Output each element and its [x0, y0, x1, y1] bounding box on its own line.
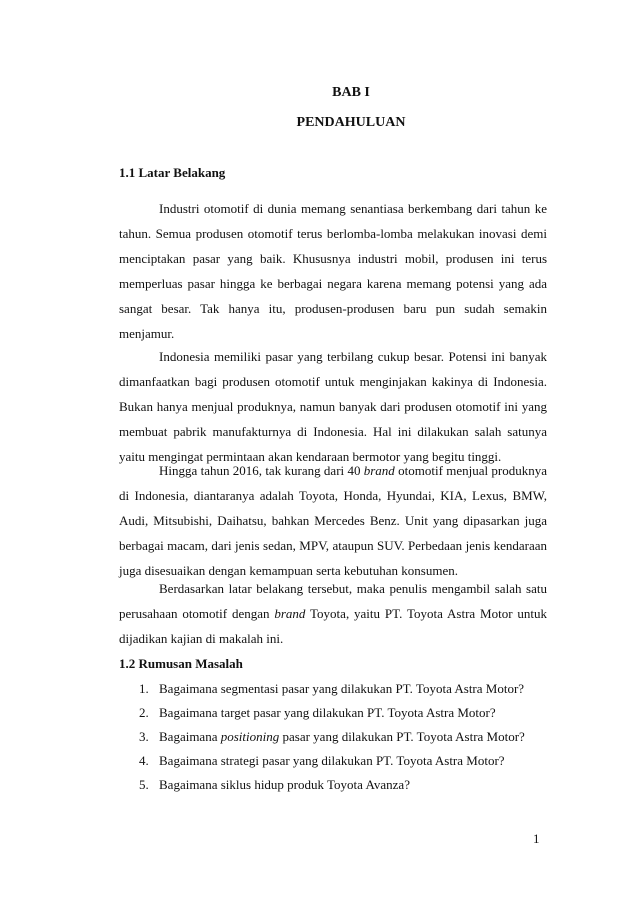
list-item-text: Bagaimana segmentasi pasar yang dilakukan PT. Toyota Astra Motor? [159, 681, 525, 696]
list-item-number: 5. [139, 777, 149, 792]
page-number: 1 [533, 831, 540, 846]
list-item [139, 773, 549, 797]
section-heading-rumusan-masalah: 1.2 Rumusan Masalah [119, 656, 243, 671]
list-item-number: 1. [139, 681, 149, 696]
section-heading-latar-belakang: 1.1 Latar Belakang [119, 165, 226, 180]
list-item [139, 677, 549, 701]
chapter-number: BAB I [332, 85, 370, 100]
list-item-number: 4. [139, 753, 149, 768]
list-item-number: 2. [139, 705, 149, 720]
paragraph: Industri otomotif di dunia memang senantiasa berkembang dari tahun ke tahun. Semua produsen otomotif terus berlomba-lomba melakukan inovasi demi menciptakan pasar yang baik. Khususnya industri mobil, produsen ini terus memperluas pasar hingga ke berbagai negara karena memang potensi yang ada sangat besar. Tak hanya itu, produsen-produsen baru pun sudah semakin menjamur. [119, 201, 547, 341]
list-item [139, 725, 549, 749]
list-item-text: Bagaimana siklus hidup produk Toyota Avanza? [159, 777, 410, 792]
list-item-number: 3. [139, 729, 149, 744]
list-item-text: Bagaimana positioning pasar yang dilakukan PT. Toyota Astra Motor? [159, 729, 525, 744]
paragraph: Indonesia memiliki pasar yang terbilang cukup besar. Potensi ini banyak dimanfaatkan bagi produsen otomotif untuk menginjakan kakinya di Indonesia. Bukan hanya menjual produknya, namun banyak dari produsen otomotif ini yang membuat pabrik manufakturnya di Indonesia. Hal ini dilakukan salah satunya yaitu mengingat permintaan akan kendaraan bermotor yang begitu tinggi. [119, 349, 547, 464]
chapter-title: PENDAHULUAN [296, 115, 406, 130]
list-item [139, 749, 549, 773]
paragraph: Berdasarkan latar belakang tersebut, maka penulis mengambil salah satu perusahaan otomotif dengan brand Toyota, yaitu PT. Toyota Astra Motor untuk dijadikan kajian di makalah ini. [119, 581, 547, 646]
list-item-text: Bagaimana target pasar yang dilakukan PT. Toyota Astra Motor? [159, 705, 496, 720]
list-item-text: Bagaimana strategi pasar yang dilakukan PT. Toyota Astra Motor? [159, 753, 505, 768]
paragraph: Hingga tahun 2016, tak kurang dari 40 brand otomotif menjual produknya di Indonesia, diantaranya adalah Toyota, Honda, Hyundai, KIA, Lexus, BMW, Audi, Mitsubishi, Daihatsu, bahkan Mercedes Benz. Unit yang dipasarkan juga berbagai macam, dari jenis sedan, MPV, ataupun SUV. Perbedaan jenis kendaraan juga disesuaikan dengan kemampuan serta kebutuhan konsumen. [119, 463, 547, 578]
list-item [139, 701, 549, 725]
problem-list [139, 677, 549, 797]
